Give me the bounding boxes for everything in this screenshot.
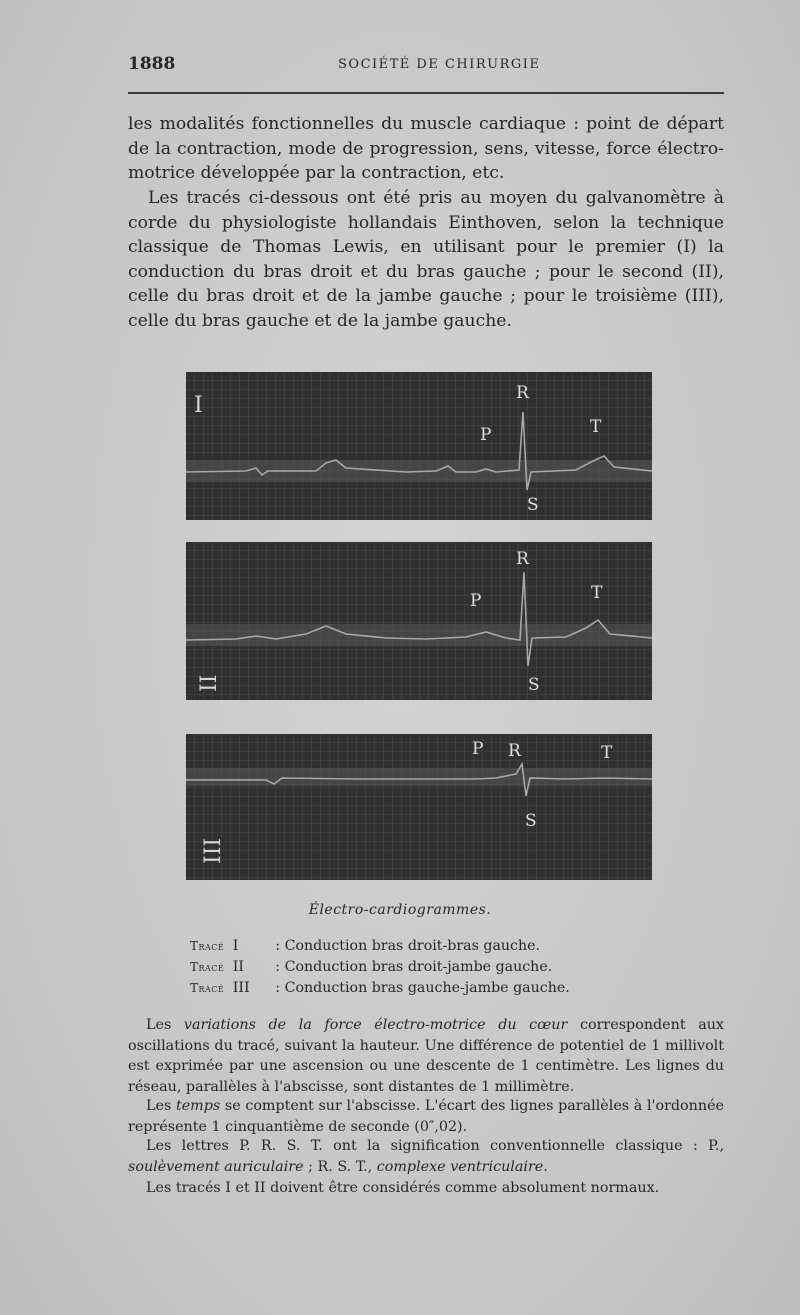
trace-label-2: II bbox=[197, 674, 222, 692]
note-emphasis: complexe ventriculaire bbox=[376, 1158, 544, 1175]
legend-number: I bbox=[232, 938, 239, 954]
legend-prefix: Tracé bbox=[190, 981, 225, 995]
wave-label-p: P bbox=[480, 425, 492, 445]
note-4: Les tracés I et II doivent être considérés comme absolument normaux. bbox=[146, 1180, 660, 1196]
legend-prefix: Tracé bbox=[190, 939, 225, 953]
note-emphasis: temps bbox=[175, 1098, 221, 1114]
note-3 bbox=[128, 1136, 724, 1177]
note-emphasis: variations de la force électro-motrice du cœur bbox=[183, 1017, 568, 1033]
note-text: ; R. S. T., bbox=[303, 1158, 377, 1175]
note-1 bbox=[128, 1015, 724, 1097]
legend-text: : Conduction bras droit-bras gauche. bbox=[275, 938, 541, 954]
note-text: Les bbox=[146, 1017, 184, 1033]
wave-label-s: S bbox=[527, 495, 539, 515]
wave-label-p: P bbox=[470, 591, 482, 611]
trace-label-1: I bbox=[194, 393, 203, 418]
note-2 bbox=[128, 1096, 724, 1137]
wave-label-t: T bbox=[601, 743, 613, 763]
wave-label-r: R bbox=[516, 549, 529, 569]
header-rule bbox=[128, 92, 724, 94]
legend-number: III bbox=[232, 980, 250, 996]
paragraph-2: Les tracés ci-dessous ont été pris au moyen du galvanomètre à corde du physiologiste hollandais Einthoven, selon la technique classique de Thomas Lewis, en utilisant pour le premier (I) la conduction du bras droit et du bras gauche ; pour le second (II), celle du bras droit et de la jambe gauche ; pour le troisième (III), celle du bras gauche et de la jambe gauche. bbox=[128, 188, 724, 331]
legend-row bbox=[190, 978, 610, 999]
legend-row bbox=[190, 936, 610, 957]
legend-number: II bbox=[232, 959, 244, 975]
wave-label-p: P bbox=[472, 739, 484, 759]
wave-label-t: T bbox=[591, 583, 603, 603]
trace-label-3: III bbox=[201, 837, 226, 864]
note-text: correspondent aux oscillations du tracé, suivant la hauteur. Une différence de potentiel de 1 millivolt est exprimée par une ascension ou une descente de 1 centimètre. Les lignes du réseau, parallèles à l'abscisse, sont distantes de 1 millimètre. bbox=[128, 1017, 724, 1095]
ecg-strip-3 bbox=[186, 734, 652, 880]
legend-text: : Conduction bras droit-jambe gauche. bbox=[275, 959, 553, 975]
ecg-strip-2 bbox=[186, 542, 652, 700]
note-emphasis: soulèvement auriculaire bbox=[128, 1158, 304, 1175]
legend-text: : Conduction bras gauche-jambe gauche. bbox=[275, 980, 570, 996]
ecg-strip-1 bbox=[186, 372, 652, 520]
note-text: Les lettres P. R. S. T. ont la signification conventionnelle classique : P., bbox=[146, 1138, 724, 1154]
ecg-figure bbox=[186, 370, 652, 882]
wave-label-r: R bbox=[516, 383, 529, 403]
page-number: 1888 bbox=[128, 54, 176, 74]
paragraph-1: les modalités fonctionnelles du muscle cardiaque : point de départ de la contraction, mode de progression, sens, vitesse, force électro-motrice développée par la contraction, etc. bbox=[128, 114, 724, 183]
wave-label-s: S bbox=[525, 811, 537, 831]
running-head: SOCIÉTÉ DE CHIRURGIE bbox=[338, 57, 541, 72]
wave-label-r: R bbox=[508, 741, 521, 761]
legend-row bbox=[190, 957, 610, 978]
wave-label-s: S bbox=[528, 675, 540, 695]
note-text: se comptent sur l'abscisse. L'écart des lignes parallèles à l'ordonnée représente 1 cinquantième de seconde (0″,02). bbox=[128, 1098, 725, 1135]
note-text: Les bbox=[146, 1098, 176, 1114]
note-text: . bbox=[543, 1158, 548, 1175]
page-header bbox=[128, 54, 724, 78]
wave-label-t: T bbox=[590, 417, 602, 437]
legend-prefix: Tracé bbox=[190, 960, 225, 974]
figure-caption: Électro-cardiogrammes. bbox=[308, 902, 492, 918]
figure-legend bbox=[190, 936, 610, 999]
